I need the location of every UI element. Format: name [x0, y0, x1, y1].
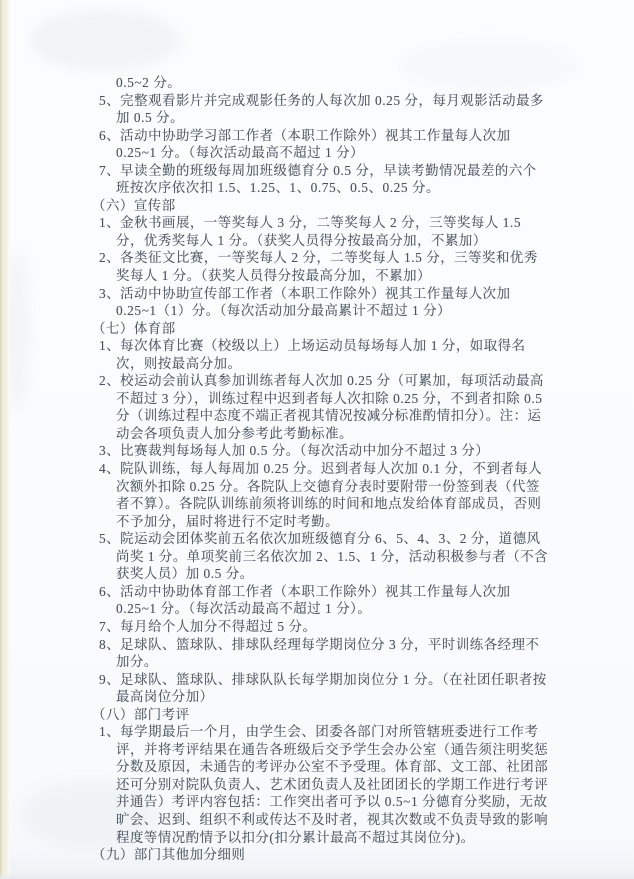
list-item: 6、活动中协助体育部工作者（本职工作除外）视其工作量每人次加 0.25~1 分。（每次活动最高不超过 1 分）。 [99, 583, 511, 617]
list-item: 3、比赛裁判每场每人加 0.5 分。（每次活动中加分不超过 3 分） [99, 443, 490, 459]
scan-edge-left [0, 0, 10, 879]
list-item: 8、足球队、篮球队、排球队经理每学期岗位分 3 分，平时训练各经理不加分。 [99, 636, 540, 670]
list-item: 7、每月给个人加分不得超过 5 分。 [99, 618, 317, 634]
document-text-block [92, 74, 549, 864]
list-item: 2、校运动会前认真参加训练者每人次加 0.25 分（可累加，每项活动最高不超过 3 分），训练过程中迟到者每人次扣除 0.25 分，不到者扣除 0.5 分（训练过程中态度不端正者视其情况按减分标准酌情扣分）。注：运动会各项负责人加分参考此考勤标准。 [99, 373, 544, 441]
list-item: 3、活动中协助宣传部工作者（本职工作除外）视其工作量每人次加 0.25~1（1）分。（每次活动加分最高累计不超过 1 分） [99, 285, 511, 319]
scan-artifact [30, 10, 180, 70]
section-heading: （九）部门其他加分细则 [92, 847, 246, 863]
list-item: 2、各类征文比赛，一等奖每人 2 分，二等奖每人 1.5 分，三等奖和优秀奖每人 1 分。（获奖人员得分按最高分加，不累加） [99, 250, 538, 284]
list-item: 9、足球队、篮球队、排球队队长每学期加岗位分 1 分。（在社团任职者按最高岗位分加） [99, 671, 547, 705]
section-heading: （六）宣传部 [92, 197, 176, 213]
list-item: 5、完整观看影片并完成观影任务的人每次加 0.25 分，每月观影活动最多加 0.5 分。 [99, 92, 544, 126]
list-item: 7、早读全勤的班级每周加班级德育分 0.5 分，早读考勤情况最差的六个班按次序依次扣 1.5、1.25、1、0.75、0.5、0.25 分。 [99, 162, 537, 196]
list-item: 4、院队训练，每人每周加 0.25 分。迟到者每人次加 0.1 分，不到者每人次额外扣除 0.25 分。各院队上交德育分表时要附带一份签到表（代签者不算）。各院队训练前须将训练的时间和地点发给体育部成员，否则不予加分，届时将进行不定时考勤。 [99, 461, 543, 529]
section-heading: （七）体育部 [92, 320, 176, 336]
list-item: 1、每次体育比赛（校级以上）上场运动员每场每人加 1 分，如取得名次，则按最高分加。 [99, 338, 526, 371]
list-item: 5、院运动会团体奖前五名依次加班级德育分 6、5、4、3、2 分，道德风尚奖 1 分。单项奖前三名依次加 2、1.5、1 分，活动积极参与者（不含获奖人员）加 0.5 分。 [99, 531, 549, 582]
scan-edge-bottom [0, 872, 634, 879]
list-item: 1、每学期最后一个月，由学生会、团委各部门对所管辖班委进行工作考评，并将考评结果在通告各班级后交予学生会办公室（通告须注明奖惩分数及原因，未通告的考评办公室不予受理。体育部、文工部、社团部还可分别对院队负责人、艺术团负责人及社团团长的学期工作进行考评并通告）考评内容包括：工作突出者可予以 0.5~1 分德育分奖励，无故旷会、迟到、组织不利或传达不及时者，视其次数或不负责导致的影响程度等情况酌情予以扣分(扣分累计最高不超过其岗位分)。 [99, 724, 549, 845]
section-heading: （八）部门考评 [92, 706, 190, 722]
list-item: 1、金秋书画展，一等奖每人 3 分，二等奖每人 2 分，三等奖每人 1.5 分，优秀奖每人 1 分。（获奖人员得分按最高分加，不累加） [99, 215, 522, 248]
continuation-line: 0.5~2 分。 [116, 75, 182, 90]
list-item: 6、活动中协助学习部工作者（本职工作除外）视其工作量每人次加 0.25~1 分。（每次活动最高不超过 1 分） [99, 127, 511, 161]
